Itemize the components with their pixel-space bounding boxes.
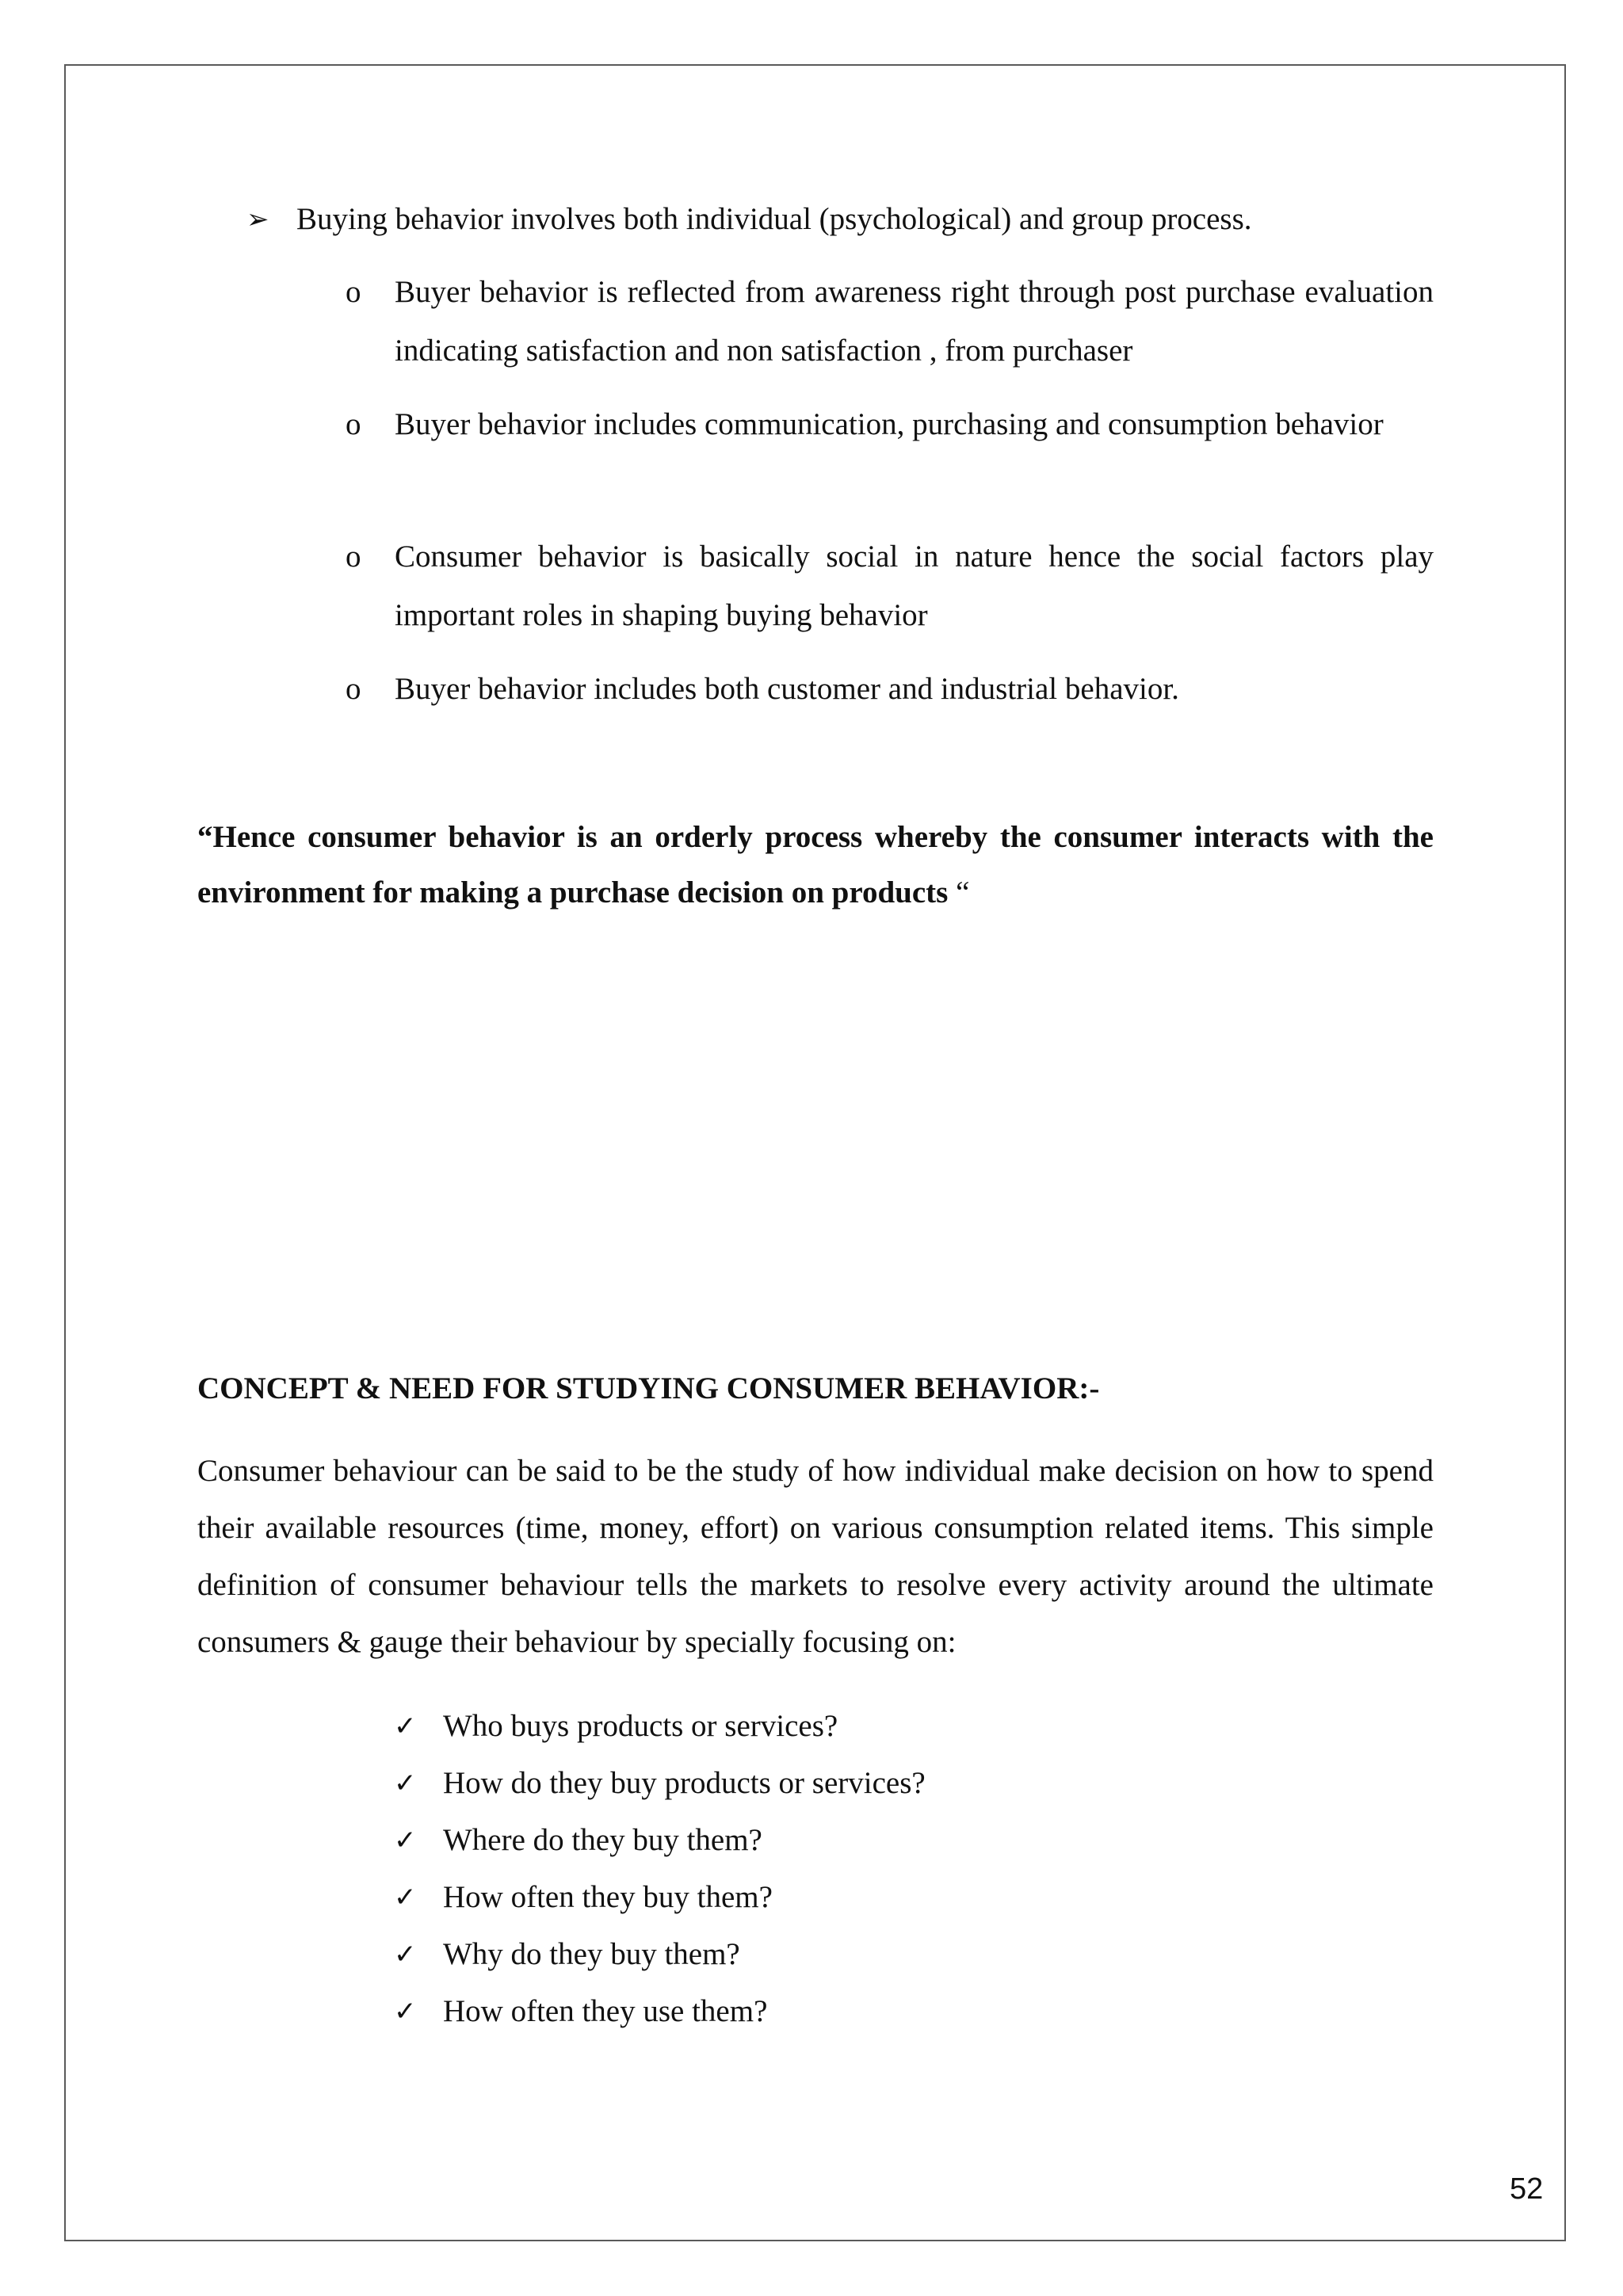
check-item-text: Why do they buy them?: [443, 1937, 740, 1971]
page-border: [64, 64, 1566, 2241]
sub-bullet-text: Consumer behavior is basically social in nature hence the social factors play important roles in shaping buying behavior: [395, 540, 1434, 632]
quote-closing-mark: “: [948, 875, 970, 910]
check-item-text: Who buys products or services?: [443, 1709, 838, 1743]
check-item-text: How do they buy products or services?: [443, 1766, 926, 1800]
sub-bullet-text: Buyer behavior is reflected from awareness right through post purchase evaluation indicating satisfaction and non satisfaction , from purchaser: [395, 275, 1434, 368]
circle-bullet-icon: o: [346, 407, 361, 441]
checkmark-icon: ✓: [394, 1825, 417, 1856]
check-item-text: How often they use them?: [443, 1994, 768, 2028]
sub-bullet-text: Buyer behavior includes both customer and industrial behavior.: [395, 672, 1179, 706]
circle-bullet-icon: o: [346, 672, 361, 706]
main-bullet-text: Buying behavior involves both individual (psychological) and group process.: [296, 202, 1252, 236]
quote-paragraph: [197, 810, 1434, 921]
section-paragraph: Consumer behaviour can be said to be the study of how individual make decision on how to spend their available resources (time, money, effort) on various consumption related items. This simple definition of consumer behaviour tells the markets to resolve every activity around the ultimate consumers & gauge their behaviour by specially focusing on:: [197, 1454, 1434, 1659]
arrow-bullet-icon: ➢: [246, 204, 269, 235]
check-item-text: How often they buy them?: [443, 1880, 773, 1914]
checkmark-icon: ✓: [394, 1882, 417, 1913]
check-item-text: Where do they buy them?: [443, 1823, 762, 1857]
checkmark-icon: ✓: [394, 1939, 417, 1970]
circle-bullet-icon: o: [346, 540, 361, 574]
sub-bullet-text: Buyer behavior includes communication, purchasing and consumption behavior: [395, 407, 1384, 441]
checkmark-icon: ✓: [394, 1711, 417, 1742]
checkmark-icon: ✓: [394, 1768, 417, 1799]
circle-bullet-icon: o: [346, 275, 361, 309]
section-heading: CONCEPT & NEED FOR STUDYING CONSUMER BEHAVIOR:-: [197, 1371, 1100, 1405]
page-number: 52: [1510, 2172, 1544, 2206]
quote-text: “Hence consumer behavior is an orderly process whereby the consumer interacts with the environment for making a purchase decision on products: [197, 820, 1434, 910]
checkmark-icon: ✓: [394, 1996, 417, 2027]
